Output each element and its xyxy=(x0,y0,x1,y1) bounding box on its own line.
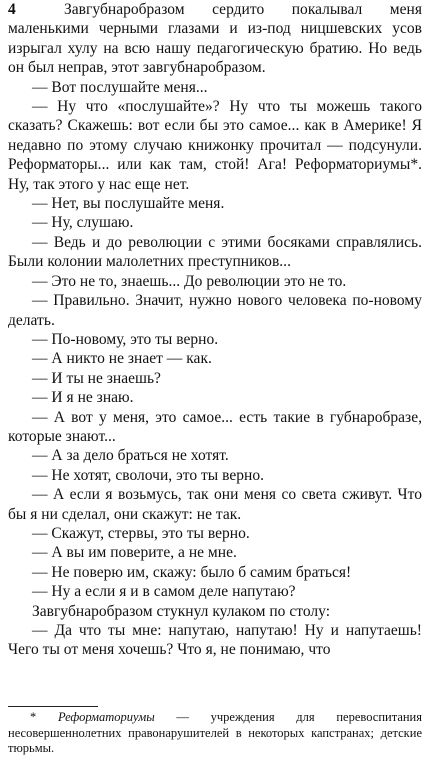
paragraph: — А за дело браться не хотят. xyxy=(32,447,229,465)
paragraph: — А никто не знает — как. xyxy=(32,350,212,368)
paragraph: Завгубнаробразом сердито покалывал меня маленькими черными глазами и из-под ницшевских усов изрыгал хулу на всю нашу педагогическую братию. Но ведь он был неправ, этот завгубнаробразом. xyxy=(8,1,422,77)
paragraph: — Да что ты мне: напутаю, напутаю! Ну и напутаешь! Чего ты от меня хочешь? Что я, не понимаю, что xyxy=(8,622,422,659)
paragraph: — А вот у меня, это самое... есть такие в губнаробразе, которые знают... xyxy=(8,408,422,445)
paragraph: — Ну что «послушайте»? Ну что ты можешь такого сказать? Скажешь: вот если бы это самое... как в Америке! Я недавно по этому случаю книжонку прочитал — подсунули. Реформаторы... или как там, стой! Ага! Реформаториумы*. Ну, так этого у нас еще нет. xyxy=(8,98,422,193)
footnote-marker: * xyxy=(30,710,37,724)
paragraph: — Нет, вы послушайте меня. xyxy=(32,195,225,213)
paragraph: — А вы им поверите, а не мне. xyxy=(32,544,237,562)
paragraph: — Правильно. Значит, нужно нового человека по-новому делать. xyxy=(8,292,422,329)
paragraph: Завгубнаробразом стукнул кулаком по столу: xyxy=(32,602,331,620)
paragraph: — По-новому, это ты верно. xyxy=(32,330,219,348)
footnote-divider xyxy=(8,706,98,707)
paragraph: — Не поверю им, скажу: было б самим браться! xyxy=(32,563,352,581)
paragraph: — А если я возьмусь, так они меня со света сживут. Что бы я ни сделал, они скажут: не так. xyxy=(8,486,422,523)
paragraph: — Скажут, стервы, это ты верно. xyxy=(32,524,250,542)
footnote-term: Реформаториумы xyxy=(57,710,155,724)
main-text xyxy=(8,0,422,660)
paragraph: — Это не то, знаешь... До революции это не то. xyxy=(32,272,347,290)
paragraph: — И ты не знаешь? xyxy=(32,369,161,387)
paragraph: — И я не знаю. xyxy=(32,389,134,407)
paragraph: — Ну а если я и в самом деле напутаю? xyxy=(32,583,296,601)
footnote-text: — учреждения для перевоспитания несовершеннолетних правонарушителей в некоторых капстранах; детские тюрьмы. xyxy=(8,710,422,755)
page-number: 4 xyxy=(8,1,16,18)
paragraph: — Вот послушайте меня... xyxy=(32,78,208,96)
footnote xyxy=(8,710,422,757)
paragraph: — Ну, слушаю. xyxy=(32,214,134,232)
paragraph: — Не хотят, сволочи, это ты верно. xyxy=(32,466,265,484)
paragraph: — Ведь и до революции с этими босяками справлялись. Были колонии малолетних преступников... xyxy=(8,233,422,271)
book-page xyxy=(8,0,422,768)
